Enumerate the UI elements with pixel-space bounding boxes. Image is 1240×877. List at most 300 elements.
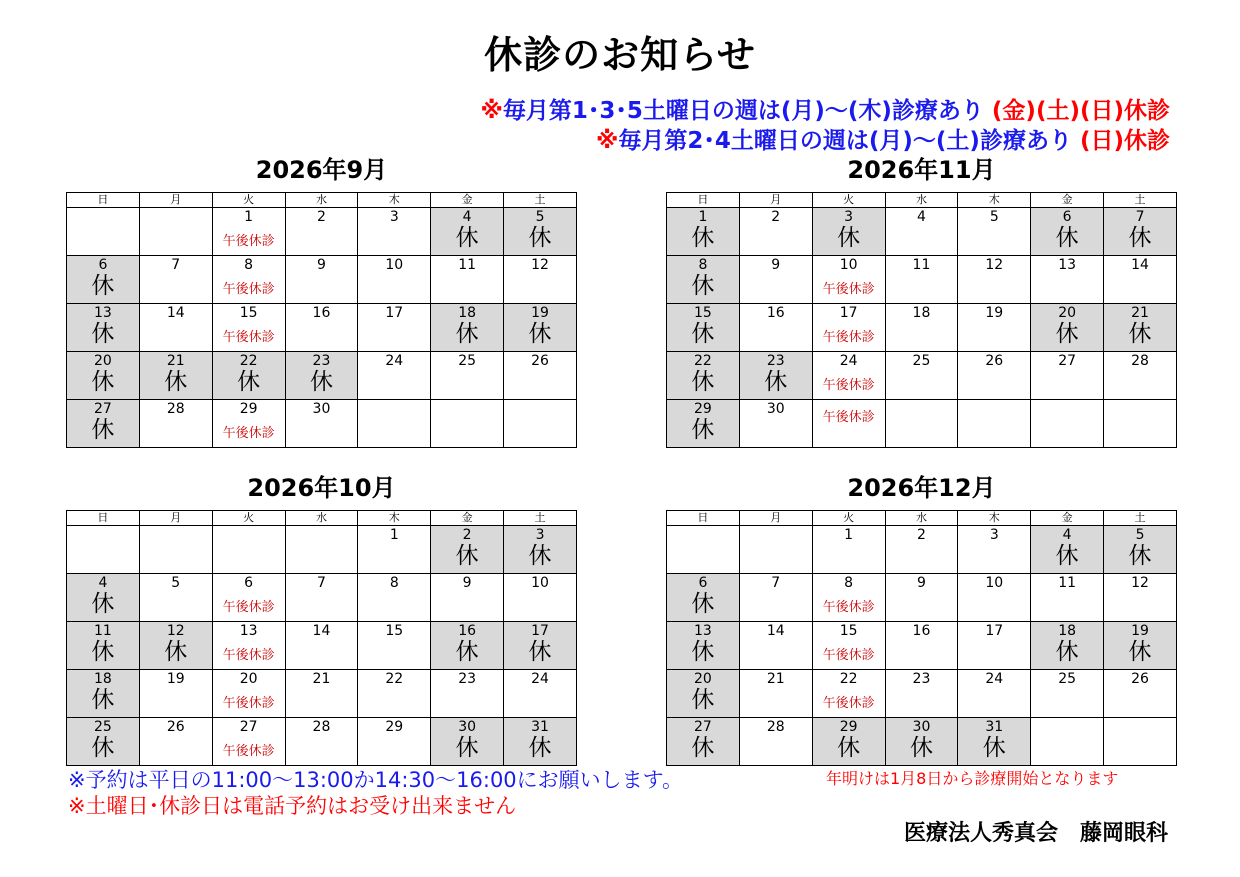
day-cell	[739, 208, 812, 256]
afternoon-closed-label: 午後休診	[822, 600, 875, 615]
weekday-label: 月	[139, 193, 212, 208]
weekday-label: 金	[1031, 193, 1104, 208]
day-number: 12	[1131, 575, 1149, 591]
day-number: 21	[766, 671, 785, 687]
closed-label: 休	[1128, 543, 1152, 569]
day-cell	[212, 352, 285, 400]
day-cell	[958, 718, 1031, 766]
closed-label: 休	[837, 225, 861, 251]
day-number: 8	[389, 575, 399, 591]
day-cell	[1031, 670, 1104, 718]
day-cell	[885, 574, 958, 622]
empty-day-cell	[1104, 718, 1177, 766]
day-cell	[1104, 352, 1177, 400]
day-number: 22	[385, 671, 404, 687]
day-number: 20	[239, 671, 258, 687]
day-number: 26	[1131, 671, 1149, 687]
day-number: 6	[98, 257, 108, 273]
day-number: 9	[462, 575, 472, 591]
calendar-week-row	[667, 718, 1177, 766]
closed-label: 休	[691, 273, 715, 299]
weekday-label: 月	[139, 511, 212, 526]
day-cell	[812, 304, 885, 352]
day-number: 2	[462, 527, 472, 543]
day-cell	[504, 670, 577, 718]
empty-day-cell	[431, 400, 504, 448]
day-cell	[739, 352, 812, 400]
day-number: 10	[531, 575, 549, 591]
day-number: 7	[316, 575, 326, 591]
afternoon-closed-label: 午後休診	[222, 234, 275, 249]
calendar-week-row	[667, 526, 1177, 574]
day-number: 27	[94, 401, 112, 417]
weekday-label: 水	[885, 511, 958, 526]
day-number: 3	[389, 209, 399, 225]
closed-label: 休	[1128, 225, 1152, 251]
day-number: 10	[385, 257, 404, 273]
closed-label: 休	[1055, 321, 1079, 347]
day-cell	[1104, 256, 1177, 304]
notice-main: 毎月第1･3･5土曜日の週は(月)～(木)診療あり	[502, 98, 984, 124]
day-cell	[285, 400, 358, 448]
closed-label: 休	[691, 417, 715, 443]
closed-label: 休	[91, 735, 115, 761]
weekday-label: 木	[358, 193, 431, 208]
day-number: 24	[385, 353, 404, 369]
day-number: 28	[1131, 353, 1149, 369]
day-number: 10	[985, 575, 1004, 591]
calendar-week-row	[667, 256, 1177, 304]
day-number: 11	[94, 623, 112, 639]
calendar-week-row	[667, 352, 1177, 400]
day-cell	[285, 670, 358, 718]
day-number: 29	[385, 719, 404, 735]
day-number: 27	[239, 719, 258, 735]
closed-label: 休	[764, 369, 788, 395]
afternoon-closed-label: 午後休診	[822, 378, 875, 393]
day-number: 31	[531, 719, 549, 735]
day-cell	[431, 256, 504, 304]
day-number: 4	[916, 209, 926, 225]
day-number: 17	[839, 305, 858, 321]
clinic-name: 医療法人秀真会 藤岡眼科	[903, 821, 1168, 846]
day-cell	[431, 718, 504, 766]
day-cell	[212, 718, 285, 766]
empty-day-cell	[139, 526, 212, 574]
weekday-label: 水	[285, 193, 358, 208]
day-number: 11	[1058, 575, 1077, 591]
day-cell	[285, 256, 358, 304]
notice-mark: ※	[596, 128, 619, 154]
empty-day-cell	[885, 400, 958, 448]
day-cell	[285, 352, 358, 400]
day-cell	[358, 208, 431, 256]
afternoon-closed-label: 午後休診	[222, 600, 275, 615]
day-number: 15	[694, 305, 712, 321]
day-number: 29	[239, 401, 258, 417]
day-cell	[212, 670, 285, 718]
day-number: 2	[316, 209, 326, 225]
day-number: 8	[244, 257, 254, 273]
closed-label: 休	[164, 369, 188, 395]
day-number: 19	[531, 305, 549, 321]
day-number: 22	[694, 353, 712, 369]
closed-label: 休	[91, 417, 115, 443]
empty-day-cell	[1031, 718, 1104, 766]
calendar-week-row	[67, 400, 577, 448]
day-number: 4	[462, 209, 472, 225]
day-cell	[1031, 304, 1104, 352]
day-cell	[285, 622, 358, 670]
day-number: 15	[239, 305, 258, 321]
empty-day-cell	[139, 208, 212, 256]
day-cell	[285, 304, 358, 352]
day-cell	[739, 304, 812, 352]
day-number: 1	[698, 209, 708, 225]
empty-day-cell	[739, 526, 812, 574]
day-cell	[1031, 208, 1104, 256]
calendar-title-december: 2026年12月	[847, 474, 996, 502]
day-number: 5	[535, 209, 545, 225]
day-cell	[212, 256, 285, 304]
calendar-week-row	[67, 670, 577, 718]
day-number: 31	[985, 719, 1004, 735]
day-cell	[358, 670, 431, 718]
empty-day-cell	[1104, 400, 1177, 448]
day-cell	[139, 622, 212, 670]
closed-label: 休	[164, 639, 188, 665]
weekday-label: 日	[667, 511, 740, 526]
day-number: 16	[458, 623, 477, 639]
day-number: 5	[171, 575, 181, 591]
afternoon-closed-label: 午後休診	[222, 282, 275, 297]
closed-label: 休	[691, 321, 715, 347]
day-number: 21	[1131, 305, 1149, 321]
day-cell	[812, 208, 885, 256]
calendar-title-november: 2026年11月	[847, 156, 996, 184]
weekday-label: 火	[212, 193, 285, 208]
calendar-week-row	[67, 352, 577, 400]
calendar-week-row	[667, 622, 1177, 670]
day-number: 29	[839, 719, 858, 735]
day-cell	[667, 352, 740, 400]
day-number: 4	[1062, 527, 1072, 543]
day-number: 12	[531, 257, 549, 273]
day-cell	[431, 208, 504, 256]
day-cell	[958, 304, 1031, 352]
afternoon-closed-label: 午後休診	[222, 696, 275, 711]
weekday-header	[667, 511, 1177, 526]
day-number: 6	[698, 575, 708, 591]
weekday-label: 日	[67, 511, 140, 526]
day-cell	[139, 352, 212, 400]
day-cell	[885, 622, 958, 670]
afternoon-closed-label: 午後休診	[222, 648, 275, 663]
closed-label: 休	[455, 639, 479, 665]
page-title: 休診のお知らせ	[484, 33, 756, 77]
day-cell	[739, 718, 812, 766]
day-number: 18	[458, 305, 477, 321]
afternoon-closed-label: 午後休診	[822, 282, 875, 297]
day-number: 2	[916, 527, 926, 543]
closed-label: 休	[1128, 321, 1152, 347]
weekday-header	[67, 511, 577, 526]
day-number: 9	[771, 257, 781, 273]
closed-label: 休	[91, 687, 115, 713]
closed-label: 休	[455, 735, 479, 761]
afternoon-closed-label: 午後休診	[222, 426, 275, 441]
empty-day-cell	[958, 400, 1031, 448]
day-cell	[885, 352, 958, 400]
calendar-title-october: 2026年10月	[247, 474, 396, 502]
day-cell	[504, 526, 577, 574]
day-number: 1	[244, 209, 254, 225]
day-cell	[504, 574, 577, 622]
day-cell	[1104, 526, 1177, 574]
day-cell	[958, 208, 1031, 256]
day-cell	[1031, 352, 1104, 400]
day-number: 20	[1058, 305, 1077, 321]
day-number: 11	[912, 257, 931, 273]
closed-label: 休	[91, 273, 115, 299]
closed-label: 休	[1055, 639, 1079, 665]
day-cell	[1104, 304, 1177, 352]
empty-day-cell	[1031, 400, 1104, 448]
day-number: 30	[766, 401, 785, 417]
day-number: 1	[844, 527, 854, 543]
weekday-label: 木	[958, 511, 1031, 526]
day-cell	[958, 670, 1031, 718]
day-number: 20	[694, 671, 712, 687]
day-cell	[67, 574, 140, 622]
day-cell	[1104, 574, 1177, 622]
day-cell	[139, 670, 212, 718]
notice-closed: (金)(土)(日)休診	[991, 98, 1170, 124]
weekday-label: 火	[212, 511, 285, 526]
day-number: 9	[316, 257, 326, 273]
day-number: 30	[458, 719, 477, 735]
day-cell	[67, 622, 140, 670]
closed-label: 休	[982, 735, 1006, 761]
weekday-label: 金	[431, 511, 504, 526]
closed-label: 休	[528, 543, 552, 569]
day-cell	[504, 304, 577, 352]
day-number: 5	[1135, 527, 1145, 543]
calendar-week-row	[67, 718, 577, 766]
day-cell	[285, 574, 358, 622]
day-cell	[67, 718, 140, 766]
empty-day-cell	[667, 526, 740, 574]
day-cell	[504, 256, 577, 304]
day-cell	[431, 622, 504, 670]
reservation-note: ※予約は平日の11:00～13:00か14:30～16:00にお願いします。	[68, 768, 683, 792]
day-cell	[1104, 208, 1177, 256]
closed-label: 休	[691, 687, 715, 713]
closed-label: 休	[691, 591, 715, 617]
day-cell	[667, 208, 740, 256]
day-number: 13	[94, 305, 112, 321]
day-number: 25	[94, 719, 112, 735]
day-cell	[358, 718, 431, 766]
day-number: 26	[985, 353, 1004, 369]
day-number: 20	[94, 353, 112, 369]
day-number: 13	[239, 623, 258, 639]
day-number	[813, 400, 885, 401]
day-cell	[958, 256, 1031, 304]
day-cell	[358, 574, 431, 622]
calendar-week-row	[67, 256, 577, 304]
day-number: 10	[839, 257, 858, 273]
empty-day-cell	[358, 400, 431, 448]
day-cell	[958, 574, 1031, 622]
calendar-december	[666, 510, 1177, 766]
day-cell	[739, 622, 812, 670]
day-number: 26	[531, 353, 549, 369]
day-cell	[139, 304, 212, 352]
day-number: 19	[985, 305, 1004, 321]
calendar-week-row	[67, 526, 577, 574]
closed-label: 休	[91, 321, 115, 347]
day-number: 24	[839, 353, 858, 369]
day-number: 23	[912, 671, 931, 687]
day-number: 3	[989, 527, 999, 543]
day-cell	[812, 622, 885, 670]
day-cell	[139, 574, 212, 622]
day-number: 4	[98, 575, 108, 591]
day-cell	[504, 208, 577, 256]
day-cell	[212, 622, 285, 670]
day-number: 25	[1058, 671, 1077, 687]
day-number: 24	[531, 671, 549, 687]
day-cell	[1104, 622, 1177, 670]
day-cell	[812, 574, 885, 622]
weekday-label: 金	[1031, 511, 1104, 526]
day-cell	[812, 718, 885, 766]
day-number: 25	[458, 353, 477, 369]
calendar-week-row	[67, 304, 577, 352]
weekday-label: 土	[504, 193, 577, 208]
day-number: 12	[166, 623, 185, 639]
day-cell	[885, 670, 958, 718]
day-number: 8	[844, 575, 854, 591]
empty-day-cell	[504, 400, 577, 448]
notice-closed: (日)休診	[1079, 128, 1170, 154]
day-cell	[504, 622, 577, 670]
day-cell	[139, 718, 212, 766]
day-cell	[1031, 526, 1104, 574]
calendar-week-row	[67, 208, 577, 256]
day-cell	[667, 574, 740, 622]
notice-mark: ※	[480, 98, 503, 124]
day-number: 16	[312, 305, 331, 321]
closed-label: 休	[237, 369, 261, 395]
day-cell	[358, 526, 431, 574]
empty-day-cell	[212, 526, 285, 574]
day-cell	[431, 304, 504, 352]
day-cell	[667, 718, 740, 766]
day-number: 15	[385, 623, 404, 639]
day-number: 14	[1131, 257, 1149, 273]
day-number: 9	[916, 575, 926, 591]
day-number: 25	[912, 353, 931, 369]
day-number: 1	[389, 527, 399, 543]
day-number: 29	[694, 401, 712, 417]
weekday-label: 土	[1104, 511, 1177, 526]
closed-label: 休	[1055, 225, 1079, 251]
day-number: 27	[694, 719, 712, 735]
closed-label: 休	[691, 639, 715, 665]
day-cell	[285, 208, 358, 256]
day-cell	[885, 304, 958, 352]
day-number: 28	[766, 719, 785, 735]
closed-label: 休	[528, 639, 552, 665]
calendar-week-row	[667, 208, 1177, 256]
day-cell	[67, 670, 140, 718]
day-cell	[504, 718, 577, 766]
day-cell	[812, 526, 885, 574]
calendar-week-row	[67, 622, 577, 670]
day-number: 6	[1062, 209, 1072, 225]
day-cell	[212, 574, 285, 622]
day-number: 23	[458, 671, 477, 687]
closed-label: 休	[91, 639, 115, 665]
day-cell	[67, 400, 140, 448]
closed-label: 休	[837, 735, 861, 761]
day-cell	[504, 352, 577, 400]
day-cell	[212, 400, 285, 448]
day-cell	[667, 400, 740, 448]
closed-label: 休	[455, 543, 479, 569]
day-number: 7	[1135, 209, 1145, 225]
day-cell	[1031, 622, 1104, 670]
weekday-label: 木	[958, 193, 1031, 208]
calendar-week-row	[667, 574, 1177, 622]
day-number: 12	[985, 257, 1004, 273]
day-cell	[667, 670, 740, 718]
day-number: 24	[985, 671, 1004, 687]
new-year-note: 年明けは1月8日から診療開始となります	[826, 769, 1119, 788]
closed-label: 休	[1055, 543, 1079, 569]
calendar-week-row	[67, 574, 577, 622]
closed-label: 休	[455, 321, 479, 347]
day-number: 23	[766, 353, 785, 369]
calendar-week-row	[667, 304, 1177, 352]
weekday-label: 水	[885, 193, 958, 208]
day-number: 16	[912, 623, 931, 639]
day-number: 14	[766, 623, 785, 639]
closed-label: 休	[91, 369, 115, 395]
day-cell	[431, 574, 504, 622]
day-number: 19	[1131, 623, 1149, 639]
day-cell	[212, 208, 285, 256]
calendar-title-september: 2026年9月	[255, 156, 388, 184]
day-cell	[358, 622, 431, 670]
closed-label: 休	[528, 735, 552, 761]
day-number: 18	[1058, 623, 1077, 639]
day-number: 28	[312, 719, 331, 735]
weekday-label: 土	[1104, 193, 1177, 208]
day-number: 21	[312, 671, 331, 687]
day-cell	[67, 352, 140, 400]
closed-label: 休	[691, 225, 715, 251]
day-cell	[431, 352, 504, 400]
day-number: 13	[694, 623, 712, 639]
empty-day-cell	[67, 526, 140, 574]
day-cell	[885, 208, 958, 256]
day-cell	[885, 256, 958, 304]
day-number: 14	[312, 623, 331, 639]
weekday-label: 土	[504, 511, 577, 526]
